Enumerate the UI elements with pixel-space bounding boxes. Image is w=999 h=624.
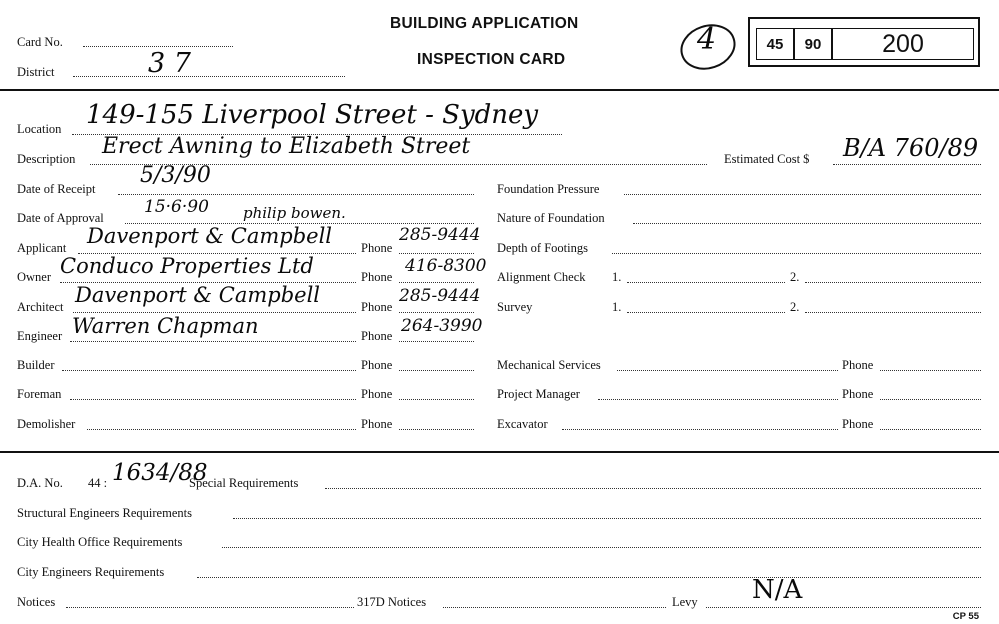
owner-phone: 416-8300 bbox=[405, 256, 487, 276]
foreman-phone-label: Phone bbox=[361, 387, 393, 401]
applicant-phone-label: Phone bbox=[361, 241, 393, 255]
top-rule bbox=[0, 89, 999, 91]
excavator-phone-line bbox=[880, 429, 981, 430]
demolisher-phone-line bbox=[399, 429, 474, 430]
foundation-pressure-label: Foundation Pressure bbox=[497, 182, 600, 196]
depth-footings-line bbox=[612, 253, 981, 254]
description-label: Description bbox=[17, 152, 76, 166]
form-code: CP 55 bbox=[952, 611, 979, 622]
survey-one: 1. bbox=[612, 300, 622, 314]
date-receipt-line bbox=[118, 194, 474, 195]
survey-label: Survey bbox=[497, 300, 533, 314]
owner-value: Conduco Properties Ltd bbox=[60, 254, 314, 278]
architect-value: Davenport & Campbell bbox=[75, 283, 321, 307]
circled-mark: 4 bbox=[697, 22, 717, 57]
demolisher-line bbox=[87, 429, 356, 430]
engineer-phone-label: Phone bbox=[361, 329, 393, 343]
date-receipt-label: Date of Receipt bbox=[17, 182, 96, 196]
title-line1: BUILDING APPLICATION bbox=[390, 15, 579, 32]
middle-rule bbox=[0, 451, 999, 453]
date-approval-label: Date of Approval bbox=[17, 211, 104, 225]
architect-line bbox=[73, 312, 356, 313]
mechanical-label: Mechanical Services bbox=[497, 358, 601, 372]
alignment-one: 1. bbox=[612, 270, 622, 284]
architect-phone-line bbox=[399, 312, 474, 313]
alignment-check-label: Alignment Check bbox=[497, 270, 586, 284]
mechanical-line bbox=[617, 370, 838, 371]
estimated-cost-value: B/A 760/89 bbox=[843, 134, 979, 162]
builder-phone-line bbox=[399, 370, 474, 371]
notices-label: Notices bbox=[17, 595, 56, 609]
builder-line bbox=[62, 370, 356, 371]
card-no-line bbox=[83, 46, 233, 47]
card-no-label: Card No. bbox=[17, 35, 63, 49]
demolisher-phone-label: Phone bbox=[361, 417, 393, 431]
box-45: 45 bbox=[756, 28, 794, 60]
owner-phone-line bbox=[399, 282, 474, 283]
architect-phone: 285-9444 bbox=[399, 286, 481, 306]
levy-line bbox=[706, 607, 981, 608]
estimated-cost-label: Estimated Cost $ bbox=[724, 152, 810, 166]
date-receipt-value: 5/3/90 bbox=[140, 163, 211, 188]
engineer-value: Warren Chapman bbox=[72, 314, 259, 338]
approval-note: philip bowen. bbox=[243, 204, 346, 222]
applicant-phone: 285-9444 bbox=[399, 225, 481, 245]
health-line bbox=[222, 547, 981, 548]
notices-line bbox=[66, 607, 354, 608]
architect-phone-label: Phone bbox=[361, 300, 393, 314]
project-manager-line bbox=[598, 399, 838, 400]
project-manager-phone-line bbox=[880, 399, 981, 400]
box-90: 90 bbox=[794, 28, 832, 60]
district-value: 3 7 bbox=[148, 48, 191, 79]
owner-phone-label: Phone bbox=[361, 270, 393, 284]
description-value: Erect Awning to Elizabeth Street bbox=[102, 134, 471, 159]
depth-footings-label: Depth of Footings bbox=[497, 241, 588, 255]
builder-phone-label: Phone bbox=[361, 358, 393, 372]
title-line2: INSPECTION CARD bbox=[417, 51, 566, 68]
foreman-label: Foreman bbox=[17, 387, 62, 401]
mechanical-phone-line bbox=[880, 370, 981, 371]
health-label: City Health Office Requirements bbox=[17, 535, 183, 549]
location-label: Location bbox=[17, 122, 62, 136]
mechanical-phone-label: Phone bbox=[842, 358, 874, 372]
da-value: 1634/88 bbox=[112, 460, 208, 486]
foreman-line bbox=[70, 399, 356, 400]
notices-317d-line bbox=[443, 607, 666, 608]
date-approval-value: 15·6·90 bbox=[144, 197, 209, 217]
notices-317d-label: 317D Notices bbox=[357, 595, 427, 609]
excavator-label: Excavator bbox=[497, 417, 548, 431]
foreman-phone-line bbox=[399, 399, 474, 400]
survey-two: 2. bbox=[790, 300, 800, 314]
district-label: District bbox=[17, 65, 55, 79]
levy-value: N/A bbox=[752, 575, 803, 605]
survey-one-line bbox=[627, 312, 785, 313]
city-engineers-line bbox=[197, 577, 981, 578]
reference-box bbox=[748, 17, 980, 67]
excavator-phone-label: Phone bbox=[842, 417, 874, 431]
district-line bbox=[73, 76, 345, 77]
builder-label: Builder bbox=[17, 358, 55, 372]
structural-line bbox=[233, 518, 981, 519]
nature-foundation-label: Nature of Foundation bbox=[497, 211, 605, 225]
architect-label: Architect bbox=[17, 300, 64, 314]
applicant-label: Applicant bbox=[17, 241, 67, 255]
box-number: 200 bbox=[832, 28, 974, 60]
nature-foundation-line bbox=[633, 223, 981, 224]
alignment-two-line bbox=[805, 282, 981, 283]
structural-label: Structural Engineers Requirements bbox=[17, 506, 192, 520]
applicant-phone-line bbox=[399, 253, 474, 254]
special-requirements-line bbox=[325, 488, 981, 489]
engineer-label: Engineer bbox=[17, 329, 63, 343]
project-manager-phone-label: Phone bbox=[842, 387, 874, 401]
location-value: 149-155 Liverpool Street - Sydney bbox=[86, 100, 539, 130]
levy-label: Levy bbox=[672, 595, 698, 609]
engineer-phone-line bbox=[399, 341, 474, 342]
project-manager-label: Project Manager bbox=[497, 387, 580, 401]
special-requirements-label: Special Requirements bbox=[189, 476, 299, 490]
alignment-two: 2. bbox=[790, 270, 800, 284]
estimated-cost-line bbox=[833, 164, 981, 165]
demolisher-label: Demolisher bbox=[17, 417, 76, 431]
applicant-value: Davenport & Campbell bbox=[87, 224, 333, 248]
survey-two-line bbox=[805, 312, 981, 313]
city-engineers-label: City Engineers Requirements bbox=[17, 565, 165, 579]
da-prefix: 44 : bbox=[88, 476, 108, 490]
excavator-line bbox=[562, 429, 838, 430]
owner-label: Owner bbox=[17, 270, 52, 284]
foundation-pressure-line bbox=[624, 194, 981, 195]
da-label: D.A. No. bbox=[17, 476, 63, 490]
engineer-line bbox=[70, 341, 356, 342]
alignment-one-line bbox=[627, 282, 785, 283]
engineer-phone: 264-3990 bbox=[401, 316, 483, 336]
